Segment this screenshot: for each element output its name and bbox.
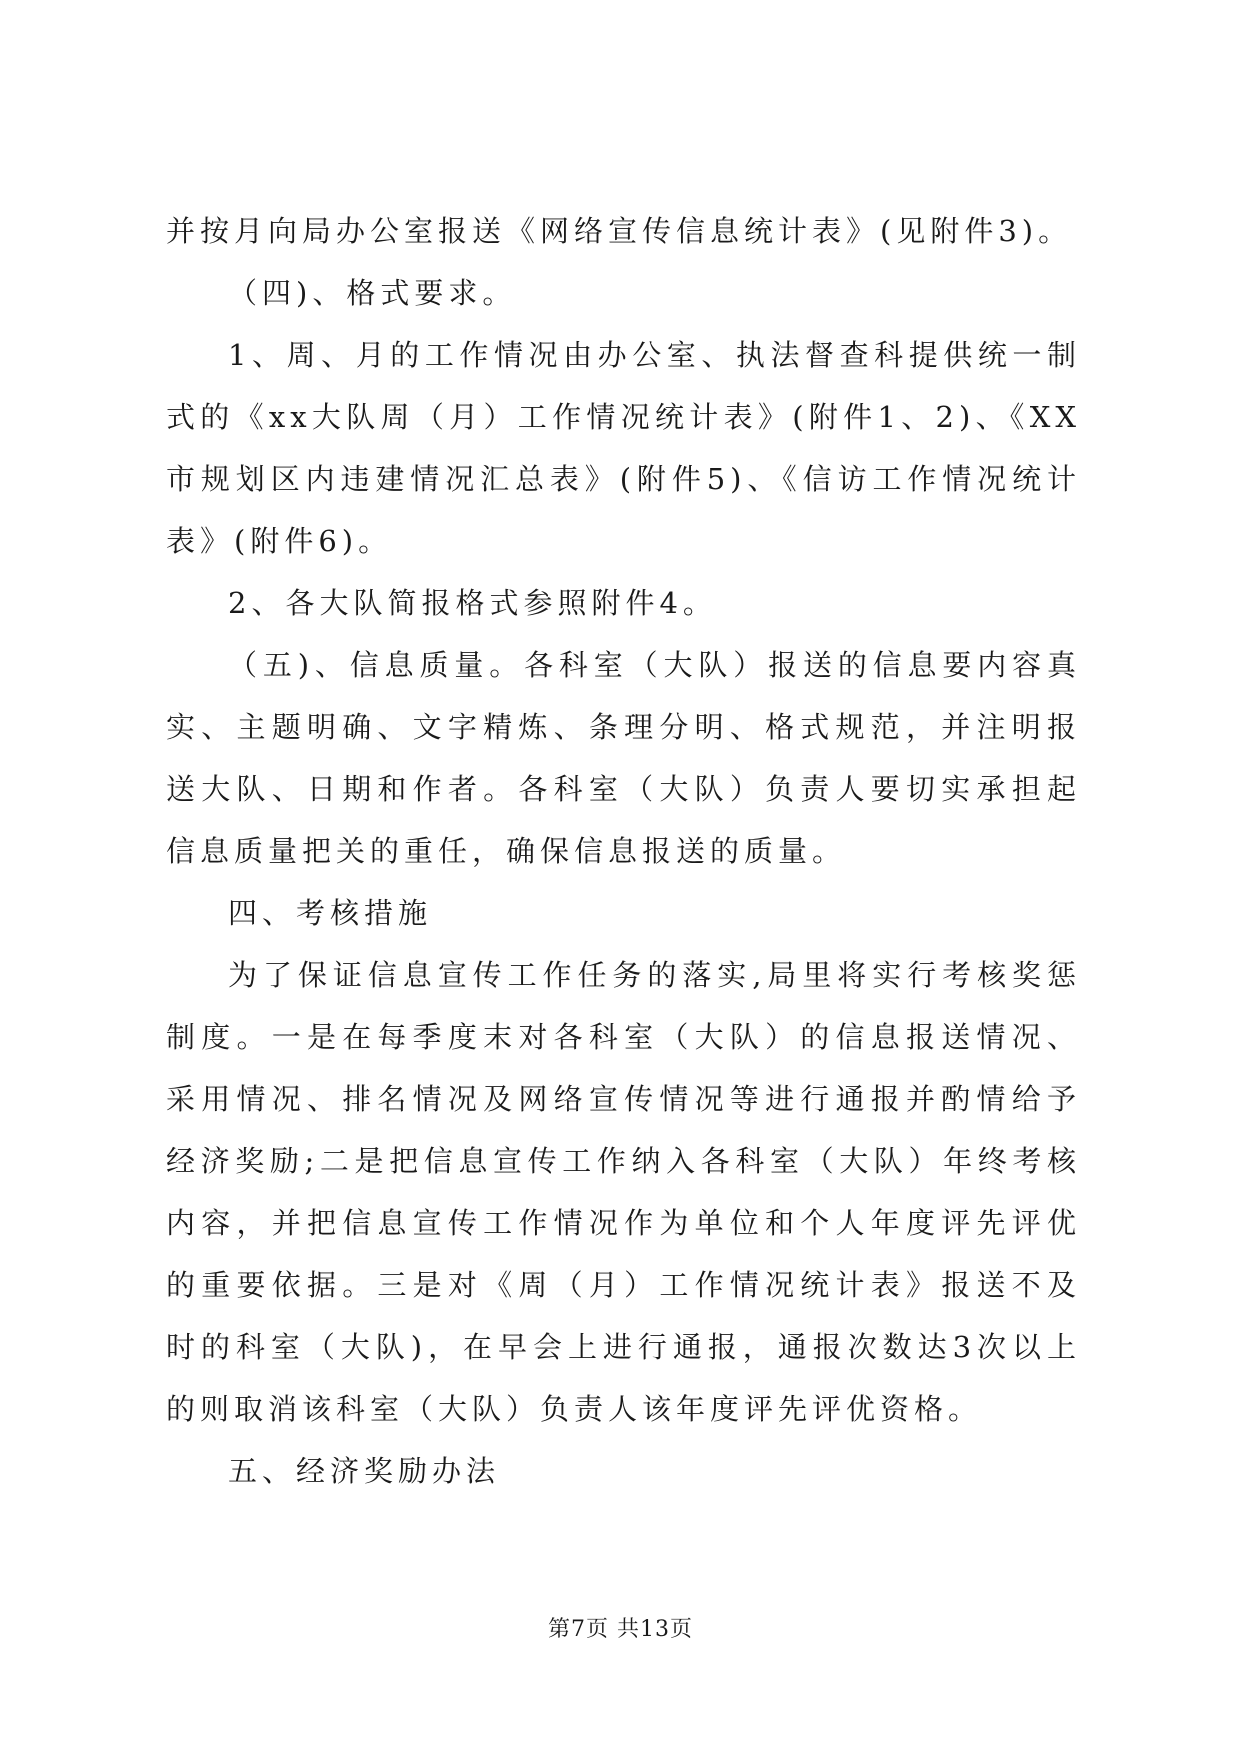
section-heading-rewards: 五、经济奖励办法	[228, 1454, 501, 1488]
document-body	[166, 200, 1081, 1502]
section-heading-format: （四)、格式要求。	[228, 276, 517, 310]
paragraph-format-item-1: 1、周、月的工作情况由办公室、执法督查科提供统一制式的《xx大队周（月）工作情况统计表》(附件1、2)、《XX市规划区内违建情况汇总表》(附件5)、《信访工作情况统计表》(附件6)。	[166, 338, 1082, 558]
paragraph-1: 并按月向局办公室报送《网络宣传信息统计表》(见附件3)。	[166, 214, 1073, 248]
paragraph-format-item-2: 2、各大队简报格式参照附件4。	[228, 586, 717, 620]
section-heading-assessment: 四、考核措施	[228, 896, 433, 930]
paragraph-info-quality: （五)、信息质量。各科室（大队）报送的信息要内容真实、主题明确、文字精炼、条理分明、格式规范，并注明报送大队、日期和作者。各科室（大队）负责人要切实承担起信息质量把关的重任，确保信息报送的质量。	[166, 648, 1081, 868]
page-number-footer: 第7页 共13页	[548, 1617, 693, 1642]
paragraph-assessment: 为了保证信息宣传工作任务的落实,局里将实行考核奖惩制度。一是在每季度末对各科室（大队）的信息报送情况、采用情况、排名情况及网络宣传情况等进行通报并酌情给予经济奖励;二是把信息宣传工作纳入各科室（大队）年终考核内容，并把信息宣传工作情况作为单位和个人年度评先评优的重要依据。三是对《周（月）工作情况统计表》报送不及时的科室（大队)，在早会上进行通报，通报次数达3次以上的则取消该科室（大队）负责人该年度评先评优资格。	[166, 958, 1081, 1426]
